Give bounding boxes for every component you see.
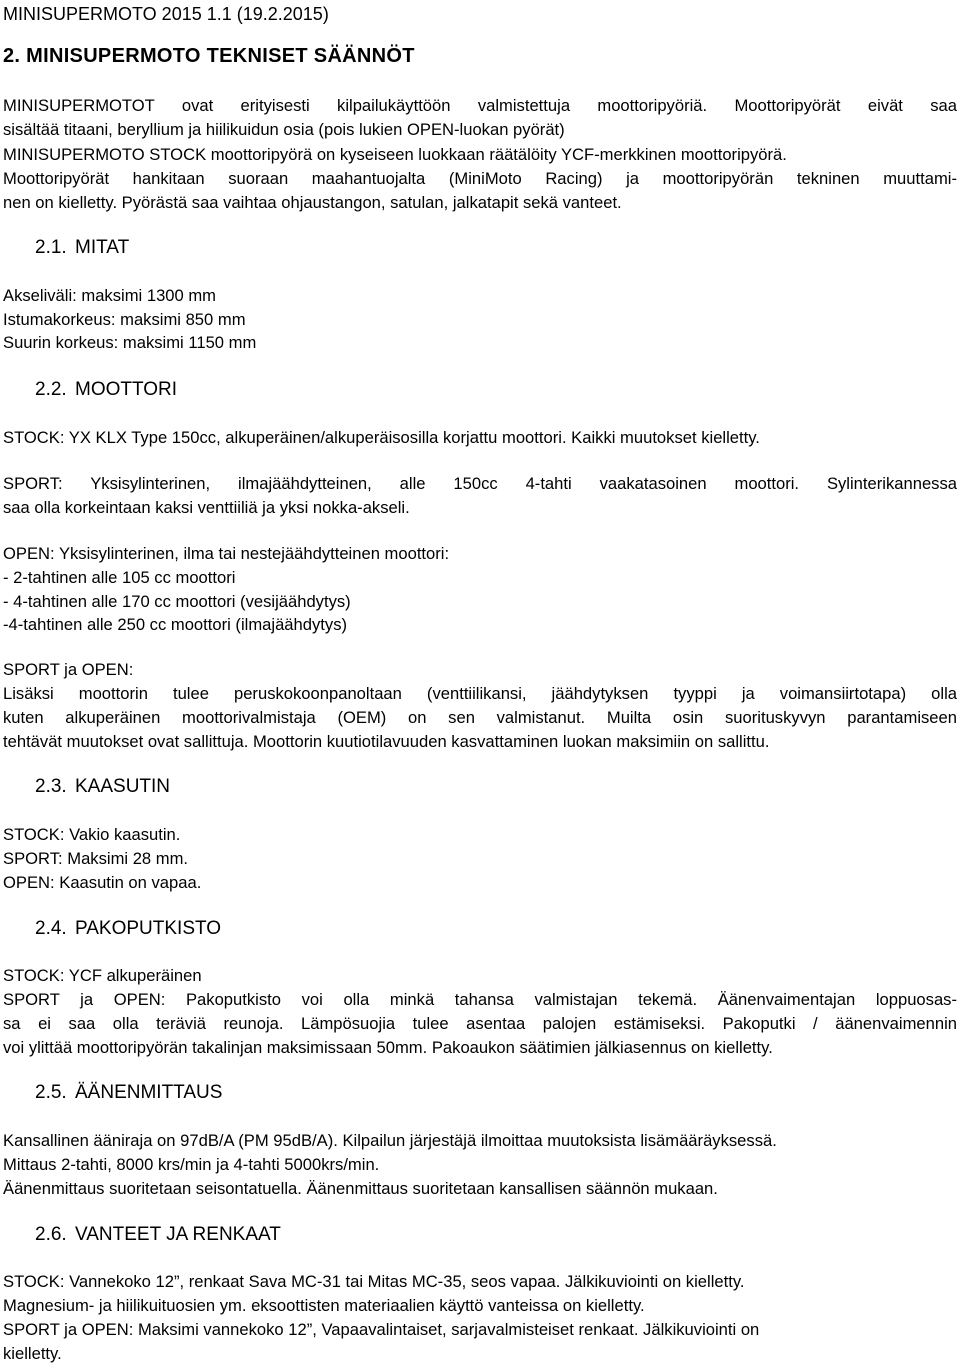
body-line: Lisäksi moottorin tulee peruskokoonpanoltaan (venttiilikansi, jäähdytyksen tyyppi ja voimansiirtotapa) olla (3, 684, 957, 703)
body-line: Kansallinen ääniraja on 97dB/A (PM 95dB/A). Kilpailun järjestäjä ilmoittaa muutoksista lisämääräyksessä. (3, 1131, 777, 1150)
subsection-title: ÄÄNENMITTAUS (75, 1082, 223, 1103)
intro-line: nen on kielletty. Pyörästä saa vaihtaa ohjaustangon, satulan, jalkatapit sekä vanteet. (3, 193, 622, 212)
body-line: Akseliväli: maksimi 1300 mm (3, 286, 217, 305)
section-title: 2. MINISUPERMOTO TEKNISET SÄÄNNÖT (3, 45, 415, 67)
body-line: SPORT ja OPEN: Maksimi vannekoko 12”, Vapaavalintaiset, sarjavalmisteiset renkaat. Jälkikuviointi on (3, 1320, 760, 1339)
body-line: Äänenmittaus suoritetaan seisontatuella. Äänenmittaus suoritetaan kansallisen säännön mukaan. (3, 1179, 718, 1198)
body-line: sa ei saa olla teräviä reunoja. Lämpösuojia tulee asentaa palojen estämiseksi. Pakoputki / äänenvaimennin (3, 1014, 957, 1033)
body-line: Istumakorkeus: maksimi 850 mm (3, 310, 246, 329)
body-line: Magnesium- ja hiilikuituosien ym. eksoottisten materiaalien käyttö vanteissa on kielletty. (3, 1296, 645, 1315)
subsection-heading (35, 1224, 281, 1246)
subsection-number: 2.1. (35, 237, 67, 258)
subsection-heading (35, 379, 177, 401)
intro-line: MINISUPERMOTO STOCK moottoripyörä on kyseiseen luokkaan räätälöity YCF-merkkinen moottoripyörä. (3, 145, 787, 164)
intro-line: sisältää titaani, beryllium ja hiilikuidun osia (pois lukien OPEN-luokan pyörät) (3, 120, 565, 139)
subsection-title: MOOTTORI (75, 379, 178, 400)
body-line: STOCK: YCF alkuperäinen (3, 966, 202, 985)
intro-line: MINISUPERMOTOT ovat erityisesti kilpailukäyttöön valmistettuja moottoripyöriä. Moottoripyörät eivät saa (3, 96, 957, 115)
subsection-heading (35, 237, 129, 259)
body-line: OPEN: Kaasutin on vapaa. (3, 873, 202, 892)
body-line: kuten alkuperäinen moottorivalmistaja (OEM) on sen valmistanut. Muilta osin suorituskyvyn parantamiseen (3, 708, 957, 727)
body-line: voi ylittää moottoripyörän takalinjan maksimissaan 50mm. Pakoaukon säätimien jälkiasennus on kielletty. (3, 1038, 773, 1057)
body-line: -4-tahtinen alle 250 cc moottori (ilmajäähdytys) (3, 615, 348, 634)
subsection-title: VANTEET JA RENKAAT (75, 1224, 281, 1245)
body-line: tehtävät muutokset ovat sallittuja. Moottorin kuutiotilavuuden kasvattaminen luokan maksimiin on sallittu. (3, 732, 770, 751)
document-header: MINISUPERMOTO 2015 1.1 (19.2.2015) (3, 4, 329, 24)
body-line: SPORT ja OPEN: Pakoputkisto voi olla minkä tahansa valmistajan tekemä. Äänenvaimentajan loppuosas- (3, 990, 957, 1009)
body-line: Suurin korkeus: maksimi 1150 mm (3, 333, 257, 352)
body-line: OPEN: Yksisylinterinen, ilma tai nestejäähdytteinen moottori: (3, 544, 450, 563)
body-line: SPORT: Yksisylinterinen, ilmajäähdytteinen, alle 150cc 4-tahti vaakatasoinen moottori. Sylinterikannessa (3, 474, 957, 493)
subsection-number: 2.6. (35, 1224, 67, 1245)
subsection-title: KAASUTIN (75, 776, 171, 797)
body-line: STOCK: Vannekoko 12”, renkaat Sava MC-31 tai Mitas MC-35, seos vapaa. Jälkikuviointi on kielletty. (3, 1272, 745, 1291)
body-line: saa olla korkeintaan kaksi venttiiliä ja yksi nokka-akseli. (3, 498, 410, 517)
subsection-number: 2.2. (35, 379, 67, 400)
intro-line: Moottoripyörät hankitaan suoraan maahantuojalta (MiniMoto Racing) ja moottoripyörän tekninen muuttami- (3, 169, 957, 188)
body-line: - 4-tahtinen alle 170 cc moottori (vesijäähdytys) (3, 592, 351, 611)
body-line: - 2-tahtinen alle 105 cc moottori (3, 568, 236, 587)
body-line: Mittaus 2-tahti, 8000 krs/min ja 4-tahti 5000krs/min. (3, 1155, 380, 1174)
subsection-title: MITAT (75, 237, 130, 258)
body-line: STOCK: Vakio kaasutin. (3, 825, 181, 844)
subsection-heading (35, 918, 221, 940)
subsection-heading (35, 1082, 222, 1104)
body-line: SPORT ja OPEN: (3, 660, 134, 679)
subsection-heading (35, 776, 170, 798)
subsection-number: 2.3. (35, 776, 67, 797)
subsection-number: 2.5. (35, 1082, 67, 1103)
body-line: SPORT: Maksimi 28 mm. (3, 849, 189, 868)
subsection-number: 2.4. (35, 918, 67, 939)
body-line: STOCK: YX KLX Type 150cc, alkuperäinen/alkuperäisosilla korjattu moottori. Kaikki muutokset kielletty. (3, 428, 760, 447)
body-line: kielletty. (3, 1344, 62, 1363)
subsection-title: PAKOPUTKISTO (75, 918, 222, 939)
